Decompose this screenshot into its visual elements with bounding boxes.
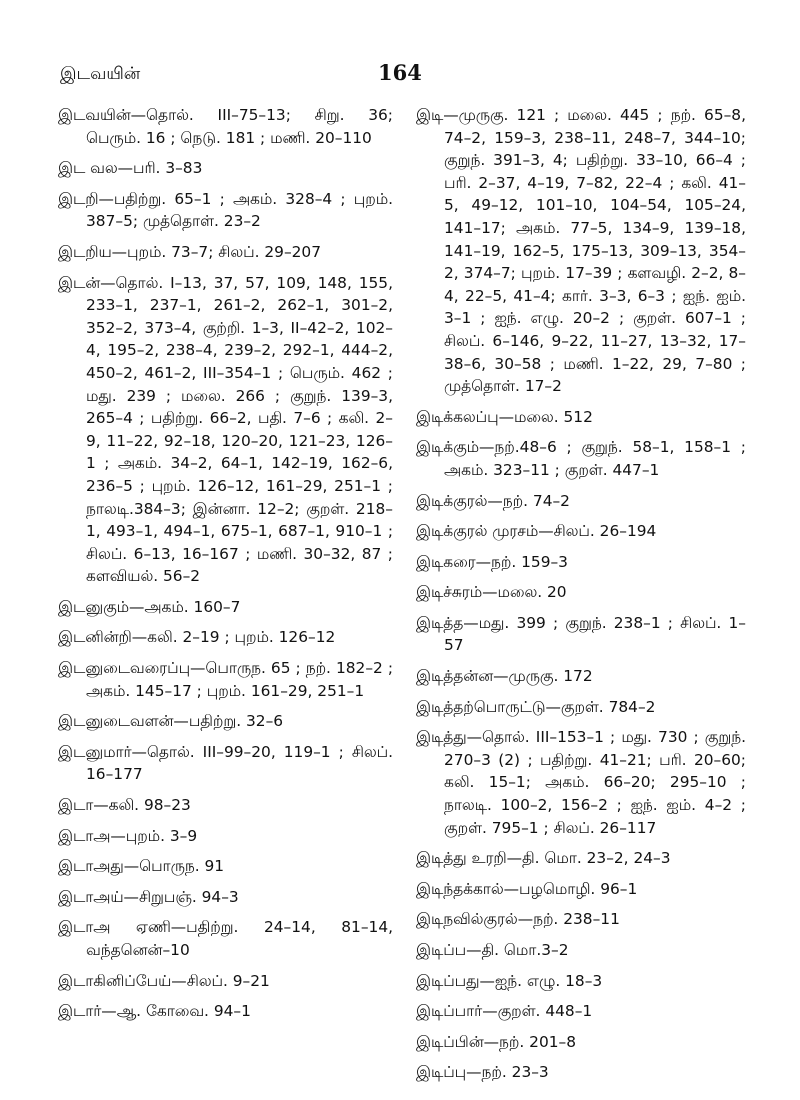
index-entry: இடிக்குரல்—நற். 74–2 [416, 491, 570, 510]
index-entry: இடனுடைவளன்—பதிற்று. 32–6 [58, 712, 284, 731]
index-entry: இடிக்கும்—நற்.48–6 ; குறுந். 58–1, 158–1 ; அகம். 323–11 ; குறள். 447–1 [416, 438, 746, 479]
index-entry: இடிச்சுரம்—மலை. 20 [416, 583, 567, 602]
index-entry: இடிப்பு—நற். 23–3 [416, 1063, 549, 1082]
index-entry: இடாஅ—புறம். 3–9 [58, 826, 198, 845]
index-entry: இடிநவில்குரல்—நற். 238–11 [416, 910, 620, 929]
index-entry: இடனுமார்—தொல். III–99–20, 119–1 ; சிலப். 16–177 [58, 742, 393, 784]
left-column [58, 104, 393, 1031]
index-entry: இடார்—ஆ. கோவை. 94–1 [58, 1002, 251, 1021]
index-entry: இடித்தன்ன—முருகு. 172 [416, 667, 593, 686]
index-entry: இட வல—பரி. 3–83 [58, 159, 203, 178]
index-entry: இடிந்தக்கால்—பழமொழி. 96–1 [416, 879, 638, 898]
index-entry: இடவயின்—தொல். III–75–13; சிறு. 36; பெரும். 16 ; நெடு. 181 ; மணி. 20–110 [58, 106, 393, 147]
index-entry: இடனுகும்—அகம். 160–7 [58, 597, 241, 616]
index-entry: இடிப்பார்—குறள். 448–1 [416, 1002, 593, 1021]
index-entry: இடாஅது—பொருந. 91 [58, 857, 225, 876]
page-number: 164 [378, 60, 422, 85]
index-entry: இடனின்றி—கலி. 2–19 ; புறம். 126–12 [58, 628, 336, 647]
index-entry: இடிப்ப—தி. மொ.3–2 [416, 941, 569, 959]
running-head: இடவயின் [60, 64, 141, 84]
index-entry: இடிகரை—நற். 159–3 [416, 552, 568, 571]
index-entry: இடறிய—புறம். 73–7; சிலப். 29–207 [58, 242, 322, 261]
index-entry: இடி—முருகு. 121 ; மலை. 445 ; நற். 65–8, 74–2, 159–3, 238–11, 248–7, 344–10; குறுந். 391–3, 4; பதிற்று. 33–10, 66–4 ; பரி. 2–37, 4–19, 7–82, 22–4 ; கலி. 41–5, 49–12, 101–10, 104–54, 105–24, 141–17; அகம். 77–5, 134–9, 139–18, 141–19, 162–5, 175–13, 309–13, 354–2, 374–7; புறம். 17–39 ; களவழி. 2–2, 8–4, 22–5, 41–4; கார். 3–3, 6–3 ; ஐந். ஐம். 3–1 ; ஐந். எழு. 20–2 ; குறள். 607–1 ; சிலப். 6–146, 9–22, 11–27, 13–32, 17–38–6, 30–58 ; மணி. 1–22, 29, 7–80 ; முத்தொள். 17–2 [416, 106, 746, 396]
index-entry: இடித்து—தொல். III–153–1 ; மது. 730 ; குறுந். 270–3 (2) ; பதிற்று. 41–21; பரி. 20–60; கலி. 15–1; அகம். 66–20; 295–10 ; நாலடி. 100–2, 156–2 ; ஐந். ஐம். 4–2 ; குறள். 795–1 ; சிலப். 26–117 [416, 728, 746, 837]
index-entry: இடாஅ ஏணி—பதிற்று. 24–14, 81–14, வந்தனென்–10 [58, 918, 393, 959]
index-entry: இடிப்பின்—நற். 201–8 [416, 1032, 577, 1051]
index-entry: இடாகினிப்பேய்—சிலப். 9–21 [58, 971, 270, 990]
index-entry: இடித்து உரறி—தி. மொ. 23–2, 24–3 [416, 849, 671, 868]
index-entry: இடனுடைவரைப்பு—பொருந. 65 ; நற். 182–2 ; அகம். 145–17 ; புறம். 161–29, 251–1 [58, 659, 393, 700]
index-entry: இடாஅய்—சிறுபஞ். 94–3 [58, 887, 239, 906]
index-entry: இடிக்கலப்பு—மலை. 512 [416, 407, 593, 426]
index-entry: இடன்—தொல். I–13, 37, 57, 109, 148, 155, 233–1, 237–1, 261–2, 262–1, 301–2, 352–2, 373–4, குற்றி. 1–3, II–42–2, 102–4, 195–2, 238–4, 239–2, 292–1, 444–2, 450–2, 461–2, III–354–1 ; பெரும். 462 ; மது. 239 ; மலை. 266 ; குறுந். 139–3, 265–4 ; பதிற்று. 66–2, பதி. 7–6 ; கலி. 2–9, 11–22, 92–18, 120–20, 121–23, 126–1 ; அகம். 34–2, 64–1, 142–19, 162–6, 236–5 ; புறம். 126–12, 161–29, 251–1 ; நாலடி.384–3; இன்னா. 12–2; குறள். 218–1, 493–1, 494–1, 675–1, 687–1, 910–1 ; சிலப். 6–13, 16–167 ; மணி. 30–32, 87 ; களவியல். 56–2 [58, 273, 393, 586]
index-entry: இடித்தற்பொருட்டு—குறள். 784–2 [416, 697, 656, 716]
right-column [416, 104, 746, 1092]
index-entry: இடித்த—மது. 399 ; குறுந். 238–1 ; சிலப். 1–57 [416, 613, 746, 655]
index-entry: இடறி—பதிற்று. 65–1 ; அகம். 328–4 ; புறம். 387–5; முத்தொள். 23–2 [58, 189, 393, 231]
index-entry: இடா—கலி. 98–23 [58, 796, 191, 815]
index-entry: இடிப்பது—ஐந். எழு. 18–3 [416, 971, 603, 990]
index-entry: இடிக்குரல் முரசம்—சிலப். 26–194 [416, 522, 657, 541]
